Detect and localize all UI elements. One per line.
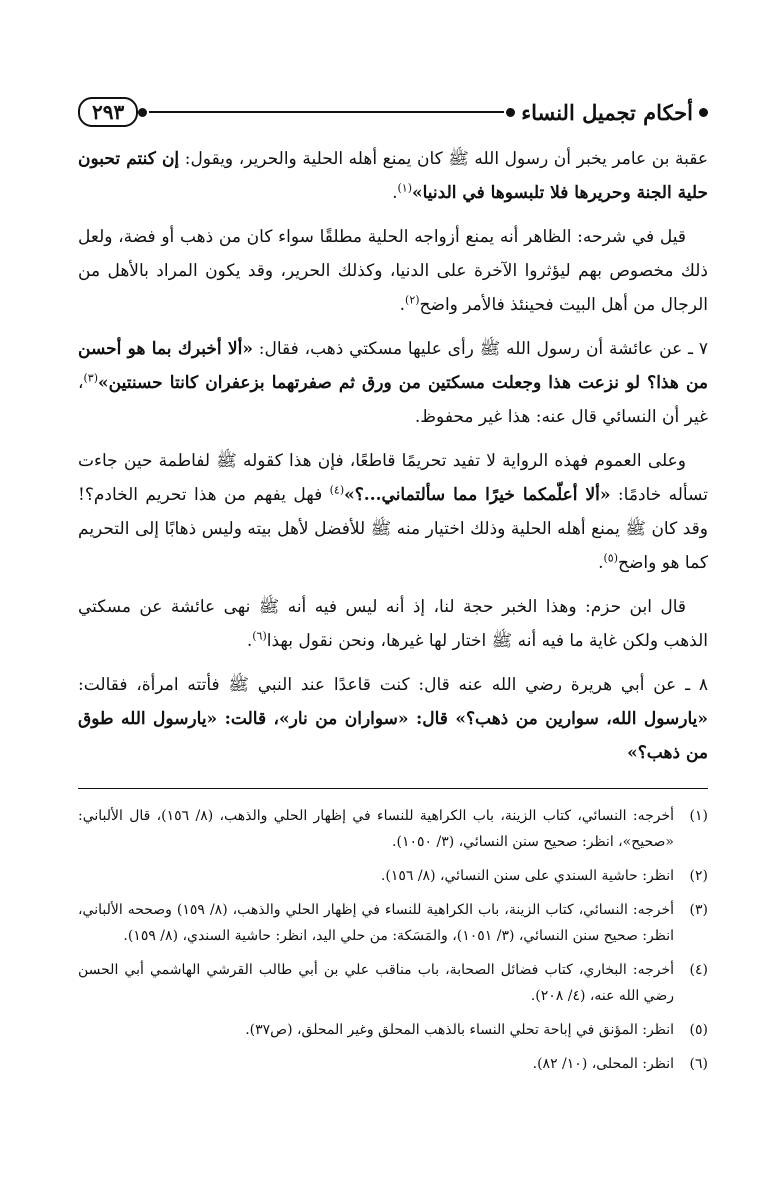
footnote <box>78 1051 708 1077</box>
text-run: . <box>399 295 406 315</box>
book-page <box>78 88 708 1085</box>
paragraph <box>78 220 708 322</box>
bullet-icon <box>138 108 147 117</box>
footnote-separator <box>78 788 708 789</box>
page-number: ٢٩٣ <box>78 97 138 127</box>
paragraph <box>78 668 708 770</box>
footnote-text: أخرجه: النسائي، كتاب الزينة، باب الكراهية للنساء في إظهار الحلي والذهب، (٨/ ١٥٦)، قال الألباني: «صحيح»، انظر: صحيح سنن النسائي، (٣/ ١٠٥٠). <box>78 808 674 850</box>
footnote-number: (٦) <box>689 1056 708 1072</box>
paragraph <box>78 444 708 580</box>
text-run: عقبة بن عامر يخبر أن رسول الله ﷺ كان يمنع أهله الحلية والحرير، ويقول: <box>179 149 708 169</box>
footnote-ref: (٦) <box>252 629 267 643</box>
text-run: . <box>392 183 398 203</box>
text-run: قيل في شرحه: الظاهر أنه يمنع أزواجه الحلية مطلقًا سواء كان من ذهب أو فضة، ولعل ذلك مخصوص بهم ليؤثروا الآخرة على الدنيا، وكذلك الحرير، وقد يكون المراد بالأهل من الرجال من أهل البيت فحينئذ فالأمر واضح <box>78 227 708 315</box>
footnote-ref: (٣) <box>83 371 99 385</box>
text-run: فهل يفهم من هذا تحريم الخادم؟! وقد كان ﷺ يمنع أهله الحلية وذلك اختيار منه ﷺ للأفضل لأهل بيته وليس ذهابًا إلى التحريم كما هو واضح <box>78 485 708 573</box>
hadith-quote: «يارسول الله، سوارين من ذهب؟» قال: «سواران من نار»، قالت: «يارسول الله طوق من ذهب؟» <box>78 709 708 763</box>
hadith-quote: «ألا أخبرك بما هو أحسن من هذا؟ لو نزعت هذا وجعلت مسكتين من ورق ثم صفرتهما بزعفران كانتا حسنتين» <box>78 339 708 393</box>
bullet-icon <box>506 108 515 117</box>
text-run: ٧ ـ عن عائشة أن رسول الله ﷺ رأى عليها مسكتي ذهب، فقال: <box>252 339 708 359</box>
footnote <box>78 803 708 855</box>
footnote-ref: (١) <box>397 181 412 195</box>
footnote <box>78 957 708 1009</box>
footnote-text: انظر: حاشية السندي على سنن النسائي، (٨/ ١٥٦). <box>380 868 674 884</box>
body-text <box>78 142 708 770</box>
footnote-ref: (٥) <box>603 551 618 565</box>
footnote-text: أخرجه: البخاري، كتاب فضائل الصحابة، باب مناقب علي بن أبي طالب القرشي الهاشمي أبي الحسن رضي الله عنه، (٤/ ٢٠٨). <box>78 962 674 1004</box>
footnote-number: (٢) <box>689 868 708 884</box>
footnote-ref: (٤) <box>329 483 345 497</box>
footnote <box>78 863 708 889</box>
text-run: وعلى العموم فهذه الرواية لا تفيد تحريمًا قاطعًا، فإن هذا كقوله ﷺ لفاطمة حين جاءت تسأله خادمًا: <box>78 451 708 505</box>
text-run: . <box>246 631 253 651</box>
paragraph <box>78 332 708 434</box>
header-rule <box>149 111 504 113</box>
footnote-ref: (٢) <box>405 293 420 307</box>
footnote-number: (٤) <box>689 962 708 978</box>
text-run: قال ابن حزم: وهذا الخبر حجة لنا، إذ أنه ليس فيه أنه ﷺ نهى عائشة عن مسكتي الذهب ولكن غاية ما فيه أنه ﷺ اختار لها غيرها، ونحن نقول بهذا <box>78 597 708 651</box>
text-run: ، غير أن النسائي قال عنه: هذا غير محفوظ. <box>78 373 708 427</box>
paragraph <box>78 142 708 210</box>
text-run: ٨ ـ عن أبي هريرة رضي الله عنه قال: كنت قاعدًا عند النبي ﷺ فأتته امرأة، فقالت: <box>78 675 708 695</box>
text-run: . <box>598 553 604 573</box>
footnotes <box>78 803 708 1077</box>
footnote-number: (٥) <box>689 1022 708 1038</box>
running-title <box>515 100 708 125</box>
bullet-icon <box>699 108 708 117</box>
footnote-text: انظر: المحلى، (١٠/ ٨٢). <box>532 1056 674 1072</box>
footnote-text: أخرجه: النسائي، كتاب الزينة، باب الكراهية للنساء في إظهار الحلي والذهب، (٨/ ١٥٩) وصححه الألباني، انظر: صحيح سنن النسائي، (٣/ ١٠٥١)، والمَسَكة: من حلي اليد، انظر: حاشية السندي، (٨/ ١٥٩). <box>78 902 674 944</box>
hadith-quote: «ألا أعلّمكما خيرًا مما سألتماني...؟» <box>344 485 611 505</box>
footnote <box>78 897 708 949</box>
hadith-quote: إن كنتم تحبون حلية الجنة وحريرها فلا تلبسوها في الدنيا» <box>78 149 708 203</box>
footnote-text: انظر: المؤنق في إباحة تحلي النساء بالذهب المحلق وغير المحلق، (ص٣٧). <box>245 1022 674 1038</box>
page-header <box>78 88 708 136</box>
footnote <box>78 1017 708 1043</box>
paragraph <box>78 590 708 658</box>
chapter-title: أحكام تجميل النساء <box>521 99 693 125</box>
footnote-number: (١) <box>689 808 708 824</box>
footnote-number: (٣) <box>689 902 708 918</box>
